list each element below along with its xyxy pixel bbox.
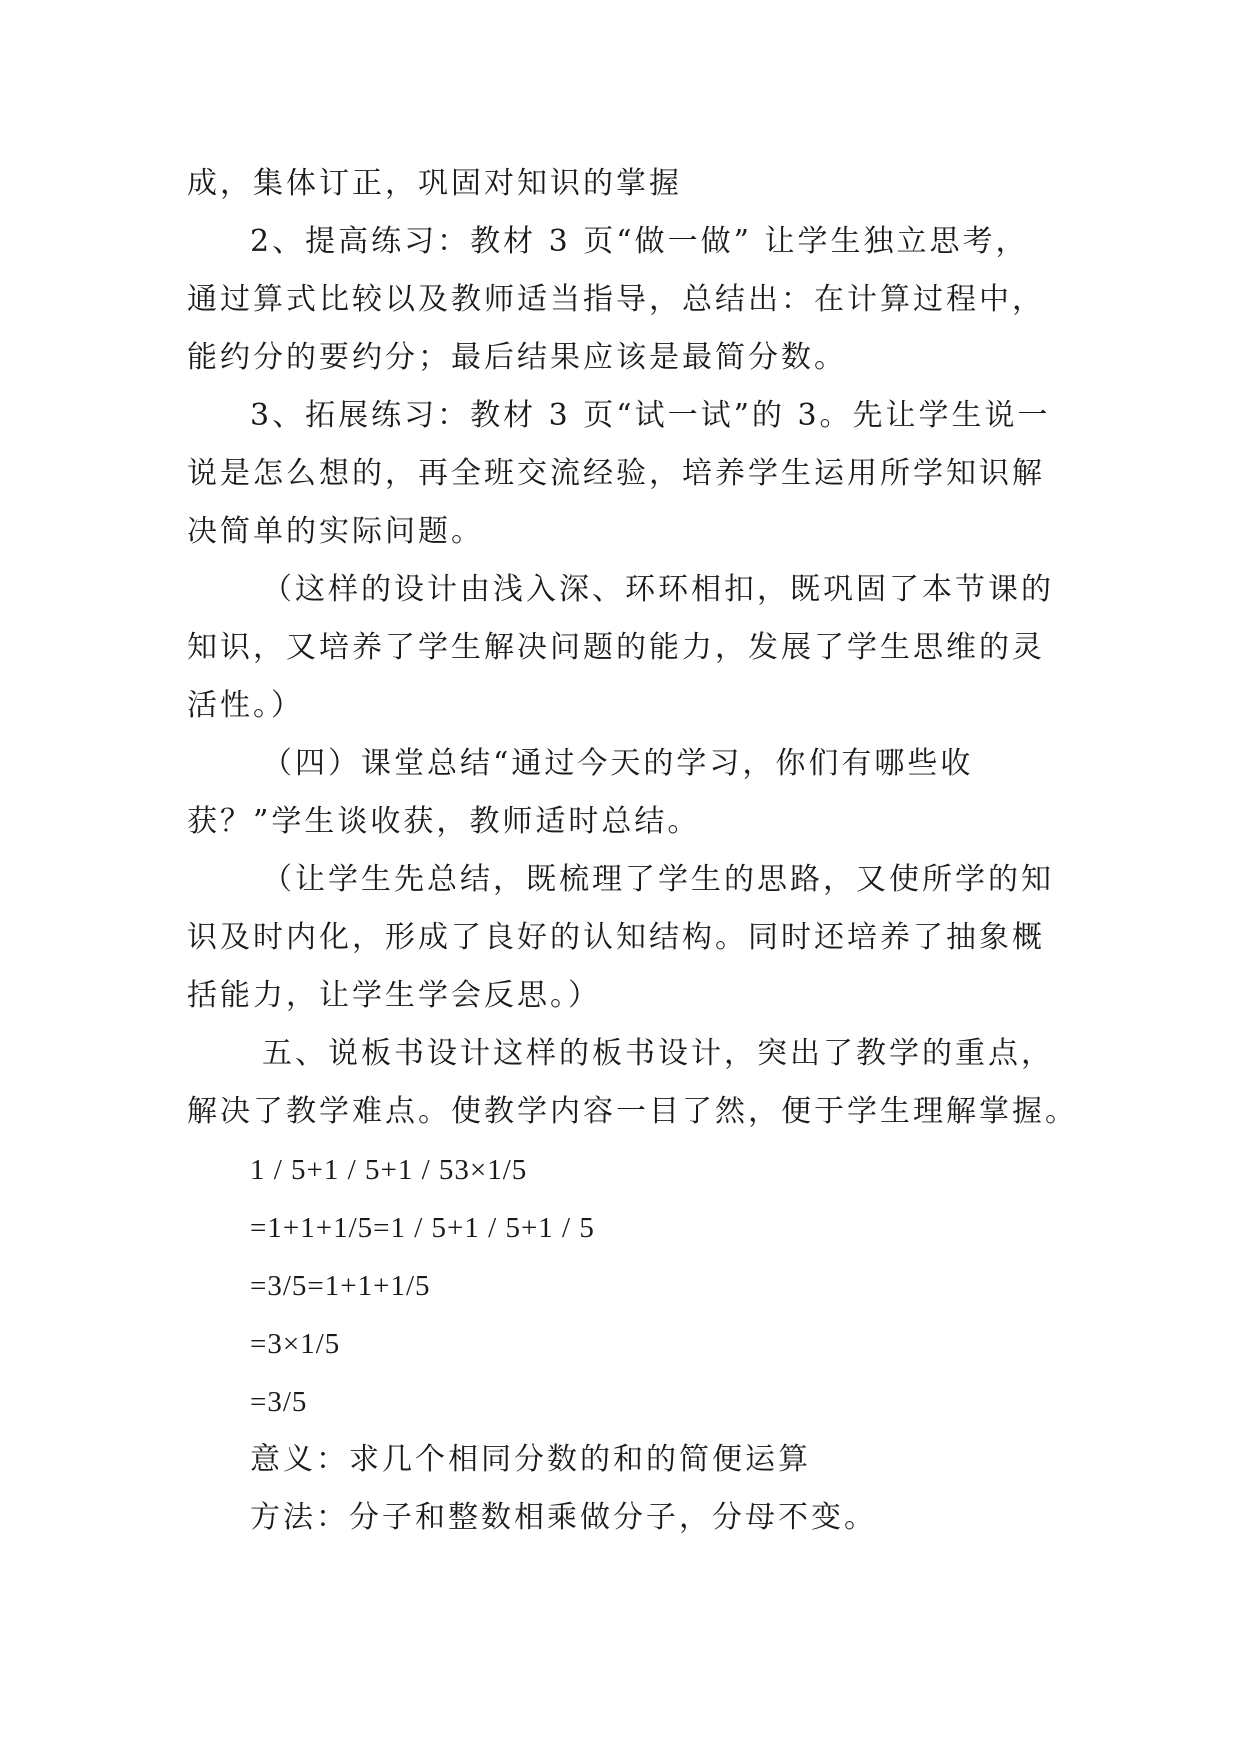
paragraph-line: （这样的设计由浅入深、环环相扣，既巩固了本节课的 [262, 572, 1054, 607]
paragraph-line: 通过算式比较以及教师适当指导，总结出：在计算过程中， [187, 282, 1045, 317]
paragraph-line: 五、说板书设计这样的板书设计，突出了教学的重点， [262, 1036, 1054, 1071]
paragraph-line: 活性。） [187, 688, 304, 723]
formula-line: =3×1/5 [250, 1328, 341, 1360]
paragraph-line: 2、提高练习：教材 3 页“做一做” 让学生独立思考， [250, 224, 1029, 259]
paragraph-line: 方法：分子和整数相乘做分子，分母不变。 [250, 1500, 877, 1535]
formula-line: =1+1+1/5=1 / 5+1 / 5+1 / 5 [250, 1212, 595, 1244]
paragraph-line: 能约分的要约分；最后结果应该是最简分数。 [187, 340, 847, 375]
paragraph-line: （四）课堂总结“通过今天的学习，你们有哪些收 [262, 746, 974, 781]
formula-line: =3/5 [250, 1386, 308, 1418]
paragraph-line: 解决了教学难点。使教学内容一目了然，便于学生理解掌握。 [187, 1094, 1078, 1129]
paragraph-line: 决简单的实际问题。 [187, 514, 484, 549]
paragraph-line: 识及时内化，形成了良好的认知结构。同时还培养了抽象概 [187, 920, 1045, 955]
paragraph-line: 知识，又培养了学生解决问题的能力，发展了学生思维的灵 [187, 630, 1045, 665]
paragraph-line: （让学生先总结，既梳理了学生的思路，又使所学的知 [262, 862, 1054, 897]
paragraph-line: 3、拓展练习：教材 3 页“试一试”的 3。先让学生说一 [250, 398, 1051, 433]
paragraph-line: 意义：求几个相同分数的和的简便运算 [250, 1442, 811, 1477]
formula-line: =3/5=1+1+1/5 [250, 1270, 431, 1302]
formula-line: 1 / 5+1 / 5+1 / 53×1/5 [250, 1154, 528, 1186]
paragraph-line: 括能力，让学生学会反思。） [187, 978, 601, 1013]
paragraph-line: 说是怎么想的，再全班交流经验，培养学生运用所学知识解 [187, 456, 1045, 491]
paragraph-line: 获？”学生谈收获，教师适时总结。 [187, 804, 701, 839]
paragraph-line: 成，集体订正，巩固对知识的掌握 [187, 166, 682, 201]
